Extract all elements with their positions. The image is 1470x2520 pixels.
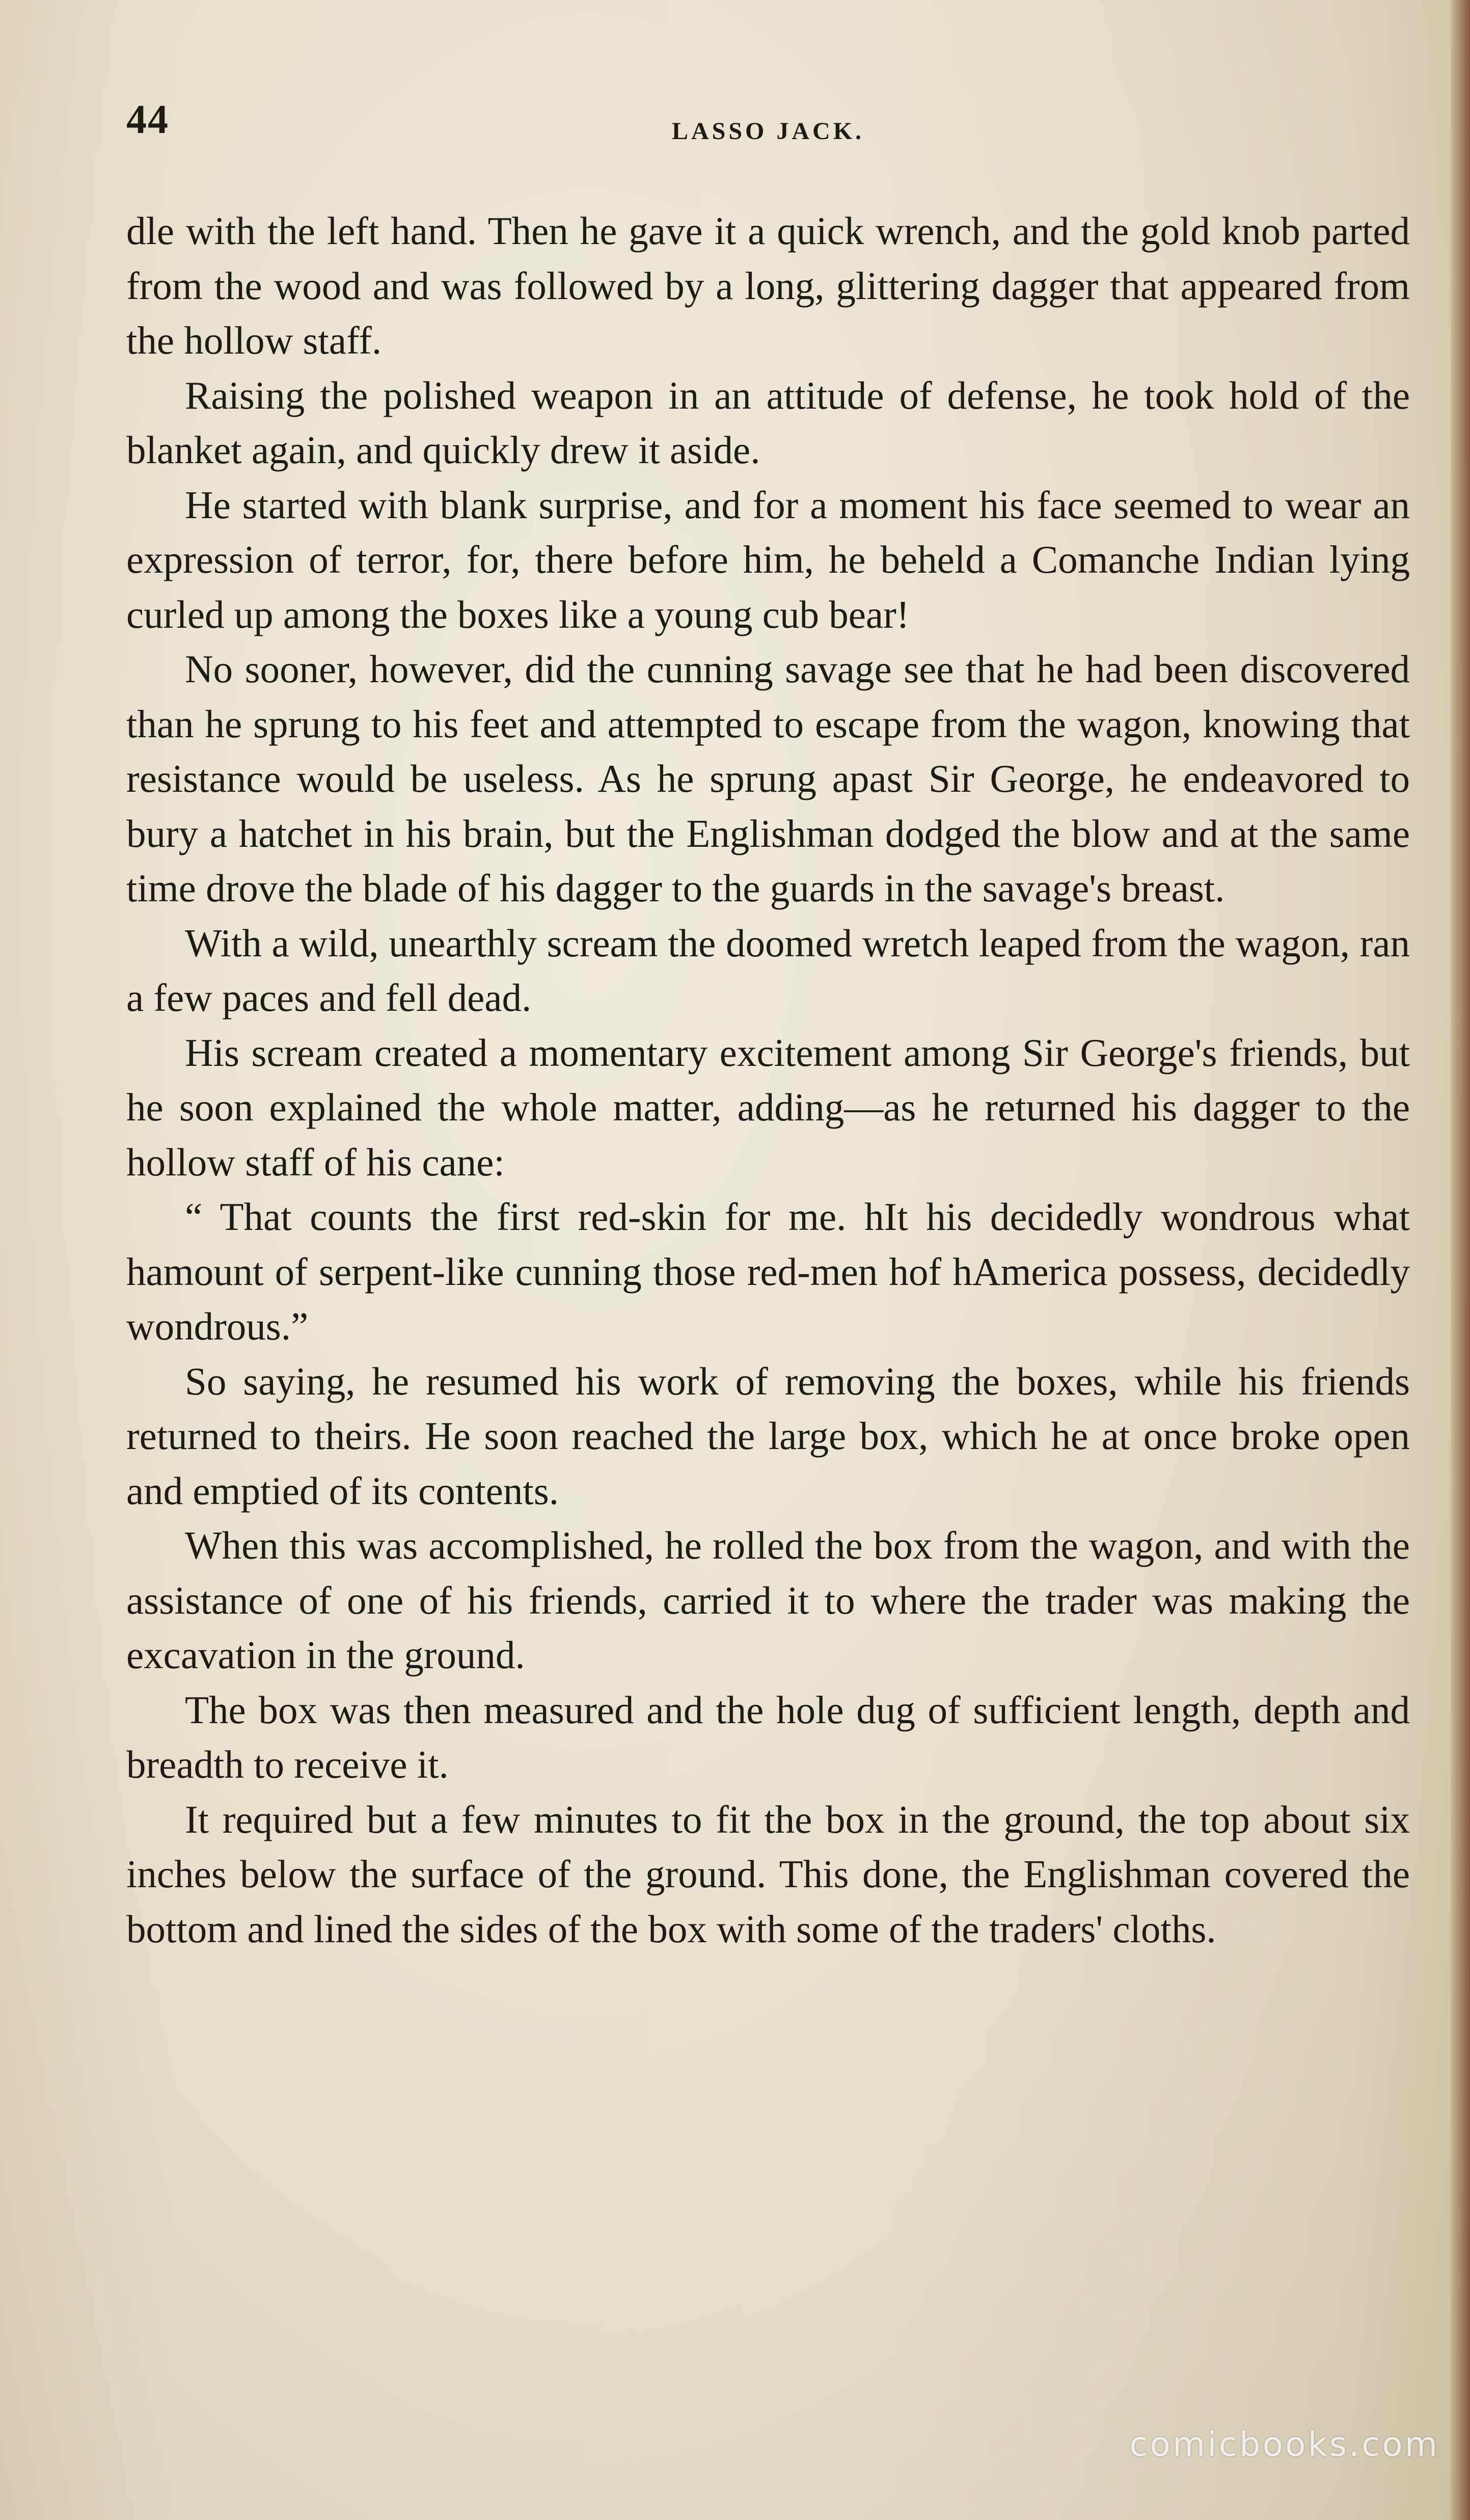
paragraph: It required but a few minutes to fit the box in the ground, the top about six inches below the surface of the ground. This done, the Englishman covered the bottom and lined the sides of the box with some of the traders' cloths. — [126, 1797, 1410, 1951]
running-title: LASSO JACK. — [671, 118, 865, 145]
paragraph: dle with the left hand. Then he gave it a quick wrench, and the gold knob parted from the wood and was followed by a long, glittering dagger that appeared from the hollow staff. — [126, 209, 1410, 362]
paragraph: No sooner, however, did the cunning savage see that he had been discovered than he sprung to his feet and attempted to escape from the wagon, knowing that resistance would be useless. As he sprung apast Sir George, he endeavored to bury a hatchet in his brain, but the Englishman dodged the blow and at the same time drove the blade of his dagger to the guards in the savage's breast. — [126, 647, 1410, 910]
page-header — [126, 97, 1410, 158]
paragraph: So saying, he resumed his work of removing the boxes, while his friends returned to theirs. He soon reached the large box, which he at once broke open and emptied of its contents. — [126, 1359, 1410, 1513]
paragraph: When this was accomplished, he rolled the box from the wagon, and with the assistance of one of his friends, carried it to where the trader was making the excavation in the ground. — [126, 1523, 1410, 1677]
page-number: 44 — [126, 97, 169, 142]
paragraph: His scream created a momentary excitement among Sir George's friends, but he soon explained the whole matter, adding—as he returned his dagger to the hollow staff of his cane: — [126, 1030, 1410, 1184]
paragraph: He started with blank surprise, and for a moment his face seemed to wear an expression of terror, for, there before him, he beheld a Comanche Indian lying curled up among the boxes like a young cub bear! — [126, 482, 1410, 636]
page-edge — [1451, 0, 1470, 2520]
paragraph: With a wild, unearthly scream the doomed wretch leaped from the wagon, ran a few paces and fell dead. — [126, 921, 1410, 1020]
paragraph: The box was then measured and the hole dug of sufficient length, depth and breadth to receive it. — [126, 1687, 1410, 1786]
paragraph: Raising the polished weapon in an attitude of defense, he took hold of the blanket again, and quickly drew it aside. — [126, 373, 1410, 472]
paragraph: “ That counts the first red-skin for me. hIt his decidedly wondrous what hamount of serpent-like cunning those red-men hof hAmerica possess, decidedly wondrous.” — [126, 1195, 1410, 1348]
watermark: comicbooks.com — [1129, 2425, 1439, 2464]
body-text — [126, 204, 1410, 1956]
